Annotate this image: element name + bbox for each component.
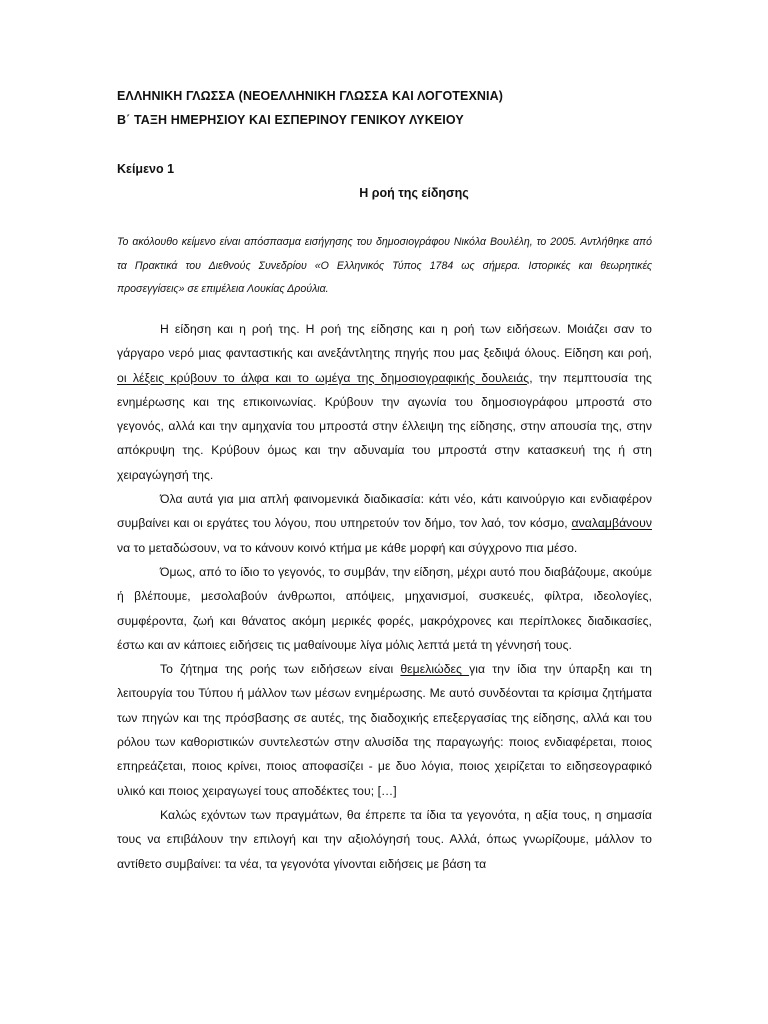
paragraph-text: Η είδηση και η ροή της. Η ροή της είδησης και η ροή των ειδήσεων. Μοιάζει σαν το γάργαρο νερό μιας φανταστικής και ανεξάντλητης πηγής που μας ξεδιψά όλους. Είδηση και ροή, bbox=[117, 322, 652, 361]
paragraph-text: για την ίδια την ύπαρξη και τη λειτουργία του Τύπου ή μάλλον των μέσων ενημέρωσης. Με αυτό συνδέονται τα κρίσιμα ζητήματα των πηγών και της πρόσβασης σε αυτές, της διαδοχικής επεξεργασίας της είδησης, αλλά και του ρόλου των καθοριστικών συντελεστών στην αλυσίδα της παραγωγής: ποιος ενδιαφέρεται, ποιος επηρεάζεται, ποιος κρίνει, ποιος αποφασίζει - με δυο λόγια, ποιος χειρίζεται το ειδησεογραφικό υλικό και ποιος χειραγωγεί τους αποδέκτες του; […] bbox=[117, 662, 652, 798]
paragraph-text: να το μεταδώσουν, να το κάνουν κοινό κτήμα με κάθε μορφή και σύγχρονο πια μέσο. bbox=[117, 540, 578, 555]
text-number-label: Κείμενο 1 bbox=[117, 162, 175, 176]
document-grade-heading: Β΄ ΤΑΞΗ ΗΜΕΡΗΣΙΟΥ ΚΑΙ ΕΣΠΕΡΙΝΟΥ ΓΕΝΙΚΟΥ ΛΥΚΕΙΟΥ bbox=[117, 113, 464, 127]
source-note: Το ακόλουθο κείμενο είναι απόσπασμα εισήγησης του δημοσιογράφου Νικόλα Βουλέλη, το 2005. Αντλήθηκε από τα Πρακτικά του Διεθνούς Συνεδρίου «Ο Ελληνικός Τύπος 1784 ως σήμερα. Ιστορικές και θεωρητικές προσεγγίσεις» σε επιμέλεια Λουκίας Δρούλια. bbox=[117, 236, 652, 295]
text-title: Η ροή της είδησης bbox=[359, 186, 469, 200]
paragraph-2 bbox=[117, 487, 652, 560]
paragraph-text: Το ζήτημα της ροής των ειδήσεων είναι bbox=[160, 662, 401, 677]
paragraph-4 bbox=[117, 657, 652, 803]
document-subject-heading: ΕΛΛΗΝΙΚΗ ΓΛΩΣΣΑ (ΝΕΟΕΛΛΗΝΙΚΗ ΓΛΩΣΣΑ ΚΑΙ ΛΟΓΟΤΕΧΝΙΑ) bbox=[117, 89, 504, 103]
underlined-phrase: οι λέξεις κρύβουν το άλφα και το ωμέγα της δημοσιογραφικής δουλειάς bbox=[117, 370, 530, 385]
paragraph-1 bbox=[117, 317, 652, 487]
article-body bbox=[117, 317, 652, 876]
paragraph-text: Όλα αυτά για μια απλή φαινομενικά διαδικασία: κάτι νέο, κάτι καινούργιο και ενδιαφέρον συμβαίνει και οι εργάτες του λόγου, που υπηρετούν τον δήμο, τον λαό, τον κόσμο, bbox=[117, 492, 652, 531]
underlined-word: θεμελιώδες bbox=[400, 662, 470, 677]
paragraph-text: , την πεμπτουσία της ενημέρωσης και της επικοινωνίας. Κρύβουν την αγωνία του δημοσιογράφου μπροστά στο γεγονός, αλλά και την αμηχανία του μπροστά στην έλλειψη της είδησης, στην απουσία της, στην απόκρυψη της. Κρύβουν όμως και την αδυναμία του μπροστά στην κατασκευή της ή στη χειραγώγησή της. bbox=[117, 370, 652, 482]
paragraph-5: Καλώς εχόντων των πραγμάτων, θα έπρεπε τα ίδια τα γεγονότα, η αξία τους, η σημασία τους να επιβάλουν την επιλογή και την αξιολόγησή τους. Αλλά, όπως γνωρίζουμε, μάλλον το αντίθετο συμβαίνει: τα νέα, τα γεγονότα γίνονται ειδήσεις με βάση τα bbox=[117, 807, 652, 871]
underlined-word: αναλαμβάνουν bbox=[571, 516, 652, 531]
paragraph-3: Όμως, από το ίδιο το γεγονός, το συμβάν, την είδηση, μέχρι αυτό που διαβάζουμε, ακούμε ή βλέπουμε, μεσολαβούν άνθρωποι, απόψεις, μηχανισμοί, συσκευές, φίλτρα, ιδεολογίες, συμφέροντα, ζωή και θάνατος ακόμη μερικές φορές, μακρόχρονες και περίπλοκες διαδικασίες, έστω και αν κάποιες ειδήσεις τις μαθαίνουμε λίγα μόλις λεπτά μετά τη γέννησή τους. bbox=[117, 564, 652, 652]
